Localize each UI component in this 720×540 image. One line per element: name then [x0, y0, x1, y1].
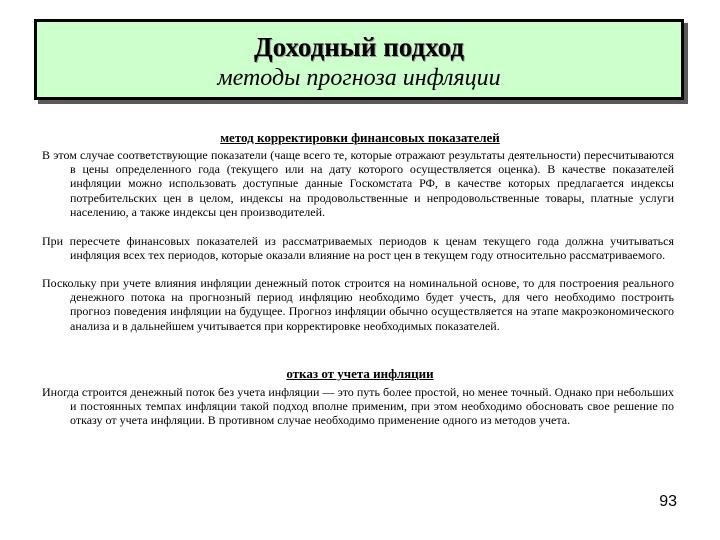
- slide-title: Доходный подход: [254, 32, 464, 62]
- section-heading-adjustment-method: метод корректировки финансовых показателей: [220, 130, 500, 145]
- page-number: 93: [659, 493, 677, 510]
- paragraph-nominal-basis: Поскольку при учете влияния инфляции денежный поток строится на номинальной основе, то для построения реального денежного потока на прогнозный период инфляцию необходимо будет учесть, для чего необходимо построить прогноз поведения инфляции на будущее. Прогноз инфляции обычно осуществляется на этапе макроэкономического анализа и в дальнейшем учитывается при корректировке необходимых показателей.: [42, 276, 674, 333]
- title-box: [34, 19, 684, 100]
- paragraph-recalculation: При пересчете финансовых показателей из рассматриваемых периодов к ценам текущего года должна учитываться инфляция всех тех периодов, которые оказали влияние на рост цен в текущем году относительно рассматриваемого.: [42, 234, 674, 263]
- paragraph-no-inflation: Иногда строится денежный поток без учета инфляции — это путь более простой, но менее точный. Однако при небольших и постоянных темпах инфляции такой подход вполне применим, при этом необходимо обосновать свое решение по отказу от учета инфляции. В противном случае необходимо применение одного из методов учета.: [42, 385, 674, 428]
- slide-subtitle: методы прогноза инфляции: [217, 65, 501, 91]
- section-heading-no-inflation: отказ от учета инфляции: [286, 366, 434, 381]
- paragraph-adjustment-description: В этом случае соответствующие показатели (чаще всего те, которые отражают результаты деятельности) пересчитываются в цены определенного года (текущего или на дату которого осуществляется оценка). В качестве показателей инфляции можно использовать доступные данные Госкомстата РФ, в качестве которых предлагается индексы потребительских цен в целом, индексы на продовольственные и непродовольственные товары, платные услуги населению, а также индексы цен производителей.: [42, 148, 674, 219]
